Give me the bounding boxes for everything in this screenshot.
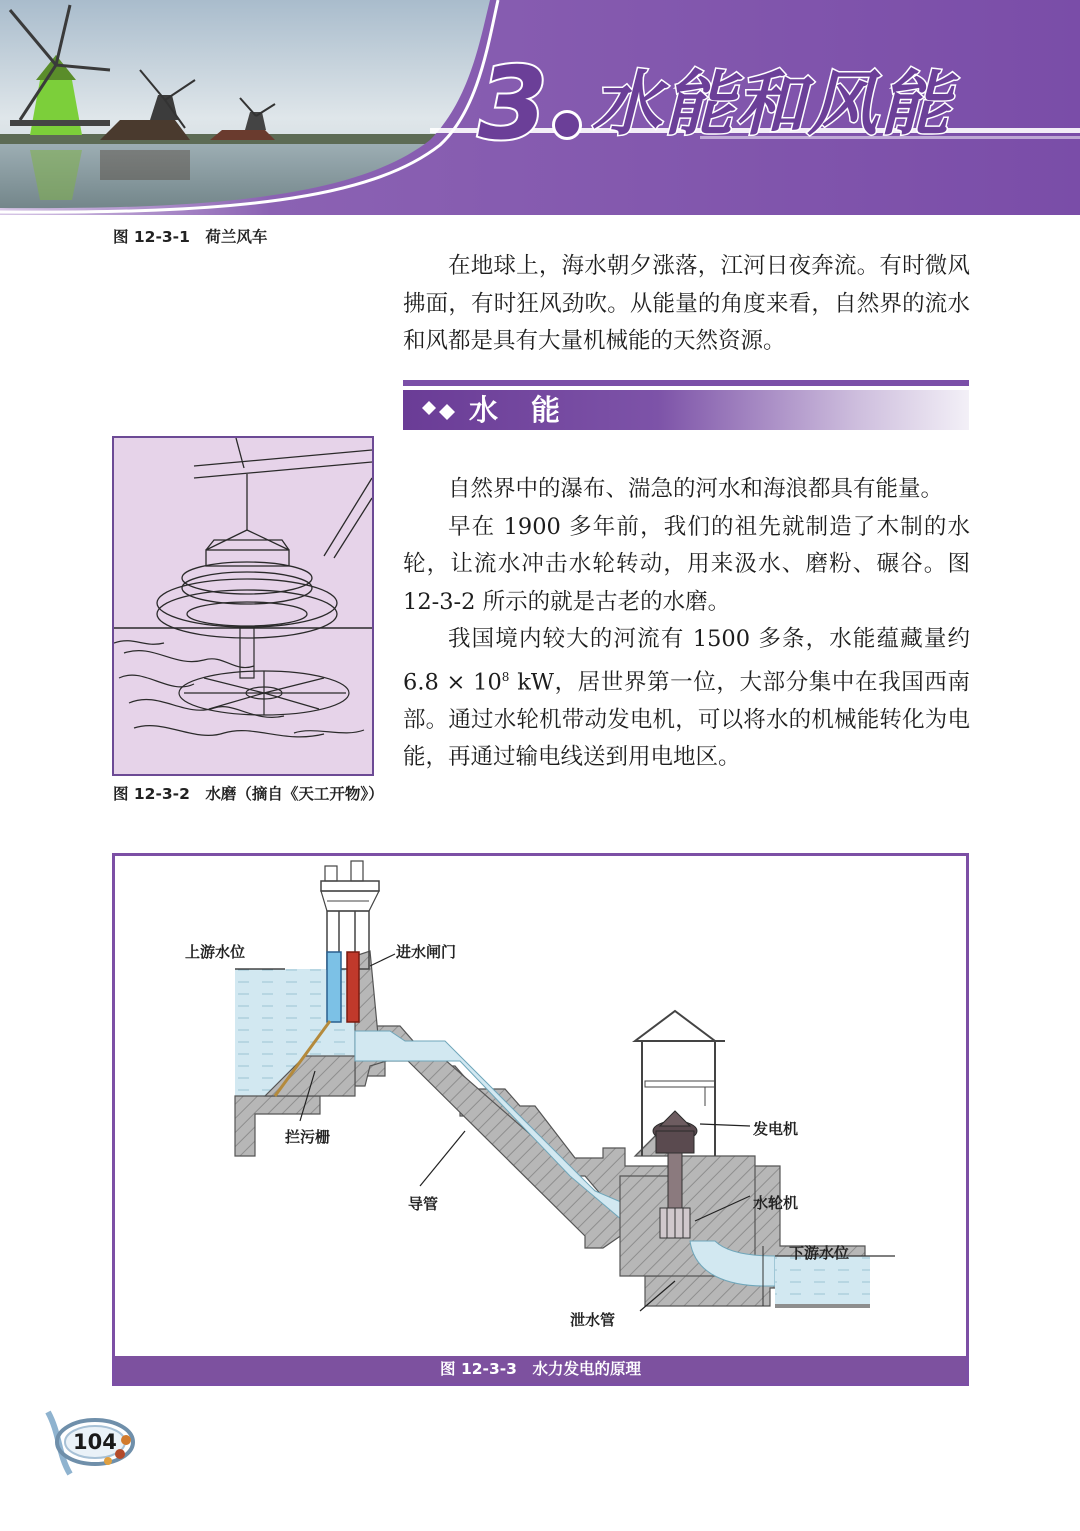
label-downstream: 下游水位: [789, 1244, 850, 1262]
chapter-title: [478, 34, 952, 162]
intake-gate-panel: [347, 952, 359, 1022]
label-draft-tube: 泄水管: [570, 1311, 616, 1329]
page-number-badge: [40, 1404, 140, 1480]
page-number: 104: [73, 1430, 117, 1454]
paragraph-2: 早在 1900 多年前，我们的祖先就制造了木制的水轮，让流水冲击水轮转动，用来汲水、磨粉、碾谷。图 12-3-2 所示的就是古老的水磨。: [403, 513, 970, 615]
label-turbine: 水轮机: [753, 1194, 799, 1212]
trash-rack-panel: [327, 952, 341, 1022]
label-intake-gate: 进水闸门: [396, 943, 457, 961]
intro-text: 在地球上，海水朝夕涨落，江河日夜奔流。有时微风拂面，有时狂风劲吹。从能量的角度来看，自然界的流水和风都是具有大量机械能的天然资源。: [403, 253, 970, 354]
watermill-drawing: [114, 438, 372, 774]
paragraph-1: 自然界中的瀑布、湍急的河水和海浪都具有能量。: [448, 476, 944, 502]
chapter-header: [0, 0, 1080, 215]
chapter-title-text: 水能和风能: [591, 63, 952, 145]
section-heading: [403, 380, 969, 450]
intro-paragraph: [403, 248, 970, 361]
hydropower-diagram: [115, 856, 966, 1356]
label-generator: 发电机: [753, 1120, 799, 1138]
section-paragraphs: [403, 471, 970, 777]
hydropower-figure: [112, 853, 969, 1386]
diamond-icon: [421, 399, 459, 421]
section-title: 水 能: [469, 393, 563, 427]
chapter-dot: [552, 110, 582, 140]
exponent: 8: [501, 669, 510, 684]
fig2-caption: 图 12-3-2 水磨（摘自《天工开物》）: [113, 785, 384, 803]
section-rule: [403, 380, 969, 386]
paragraph-3-after: kW，居世界第一位，大部分集中在我国西南部。通过水轮机带动发电机，可以将水的机械能转化为电能，再通过输电线送到用电地区。: [403, 669, 970, 770]
paragraph-3: [403, 621, 970, 777]
generator-shape: [656, 1131, 694, 1153]
watermill-figure: [112, 436, 374, 776]
label-trash-rack: 拦污栅: [285, 1128, 331, 1146]
fig1-caption: 图 12-3-1 荷兰风车: [113, 228, 268, 246]
downstream-water: [775, 1256, 870, 1304]
label-penstock: 导管: [408, 1195, 439, 1213]
chapter-number: 3: [478, 45, 548, 162]
fig3-caption: 图 12-3-3 水力发电的原理: [115, 1356, 966, 1383]
paragraph-3-before: 我国境内较大的河流有 1500 多条，水能蕴藏量约 6.8 × 10: [403, 626, 970, 695]
label-upstream: 上游水位: [185, 943, 246, 961]
